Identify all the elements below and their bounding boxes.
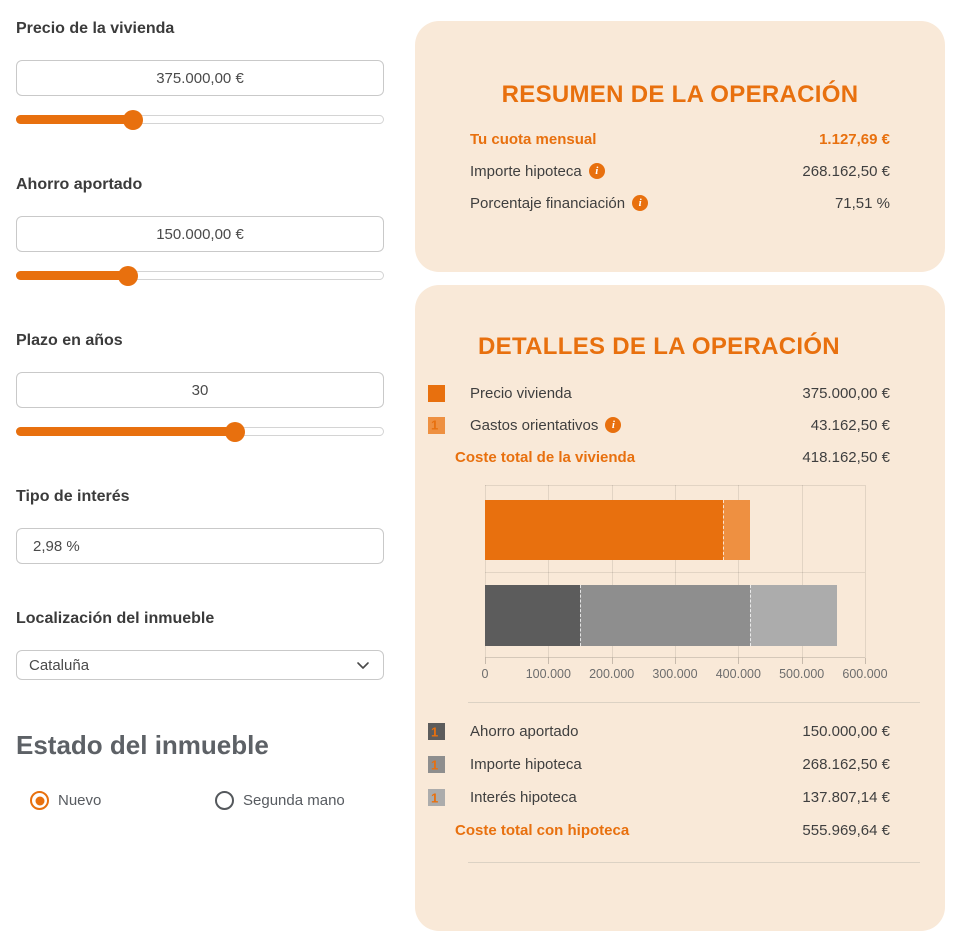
details-title: DETALLES DE LA OPERACIÓN <box>478 333 840 360</box>
divider <box>468 862 920 863</box>
info-icon[interactable]: i <box>605 417 621 433</box>
total-vivienda-row <box>428 441 890 473</box>
mortgage-amount-label: Importe hipoteca <box>470 162 582 180</box>
chevron-down-icon <box>355 657 371 673</box>
total-hipoteca-label: Coste total con hipoteca <box>455 821 630 839</box>
axis-tick <box>865 658 866 664</box>
x-axis-label: 100.000 <box>525 667 571 681</box>
radio-label: Nuevo <box>58 792 102 809</box>
gridline-horizontal <box>485 572 865 573</box>
slider-thumb[interactable] <box>118 266 138 286</box>
total-vivienda-label: Coste total de la vivienda <box>455 448 636 466</box>
financing-percent-value: 71,51 % <box>834 194 890 212</box>
slider-fill <box>16 427 235 436</box>
mortgage-amount-row <box>470 155 890 187</box>
bar-segment-importe-hipoteca <box>580 585 750 646</box>
x-axis-label: 300.000 <box>652 667 698 681</box>
details-card <box>415 285 945 931</box>
price-label: Precio de la vivienda <box>16 20 175 37</box>
property-state-heading: Estado del inmueble <box>16 730 269 760</box>
bar-coste-vivienda <box>485 500 865 560</box>
price-slider[interactable] <box>16 110 384 130</box>
legend-row-interes <box>428 781 890 814</box>
location-selected-value: Cataluña <box>29 656 90 674</box>
x-axis-label: 0 <box>481 667 489 681</box>
slider-fill <box>16 271 128 280</box>
legend-value: 375.000,00 € <box>802 384 890 402</box>
bar-segment-gastos-orientativos <box>723 500 750 560</box>
interest-rate-label: Tipo de interés <box>16 488 130 505</box>
legend-value: 150.000,00 € <box>802 723 890 740</box>
gridline-vertical <box>865 485 866 658</box>
legend-swatch-light-gray: 1 <box>428 789 445 806</box>
legend-row-gastos <box>428 409 890 441</box>
summary-title: RESUMEN DE LA OPERACIÓN <box>501 81 859 108</box>
location-label: Localización del inmueble <box>16 610 215 627</box>
savings-slider[interactable] <box>16 266 384 286</box>
bar-segment-interés-hipoteca <box>750 585 837 646</box>
legend-swatch-mid-gray: 1 <box>428 756 445 773</box>
mortgage-form <box>16 0 384 810</box>
info-icon[interactable]: i <box>589 163 605 179</box>
legend-swatch-dark-gray: 1 <box>428 723 445 740</box>
monthly-payment-value: 1.127,69 € <box>819 130 890 148</box>
mortgage-amount-value: 268.162,50 € <box>802 162 890 180</box>
price-input[interactable] <box>16 60 384 96</box>
total-hipoteca-row <box>428 814 890 846</box>
x-axis-label: 600.000 <box>842 667 888 681</box>
legend-value: 268.162,50 € <box>802 756 890 773</box>
term-label: Plazo en años <box>16 332 123 349</box>
legend-value: 43.162,50 € <box>810 416 890 434</box>
monthly-payment-label: Tu cuota mensual <box>470 130 597 148</box>
radio-option-segunda-mano[interactable] <box>215 791 345 810</box>
financing-percent-label: Porcentaje financiación <box>470 194 626 212</box>
legend-label: Precio vivienda <box>470 384 572 402</box>
divider <box>468 702 920 703</box>
slider-fill <box>16 115 133 124</box>
legend-value: 137.807,14 € <box>802 789 890 806</box>
radio-option-nuevo[interactable] <box>30 791 215 810</box>
total-hipoteca-value: 555.969,64 € <box>802 821 890 839</box>
radio-button[interactable] <box>30 791 49 810</box>
cost-bar-chart <box>481 485 888 684</box>
slider-thumb[interactable] <box>225 422 245 442</box>
legend-row-precio-vivienda <box>428 377 890 409</box>
savings-input[interactable] <box>16 216 384 252</box>
monthly-payment-row <box>470 123 890 155</box>
summary-card <box>415 21 945 272</box>
chart-x-labels <box>481 658 888 684</box>
bar-segment-precio-vivienda <box>485 500 723 560</box>
financing-percent-row <box>470 187 890 219</box>
legend-label: Importe hipoteca <box>470 756 582 773</box>
term-slider[interactable] <box>16 422 384 442</box>
info-icon[interactable]: i <box>632 195 648 211</box>
term-input[interactable] <box>16 372 384 408</box>
x-axis-label: 400.000 <box>715 667 761 681</box>
bar-chart-plot <box>485 485 865 658</box>
legend-swatch-light-orange: 1 <box>428 417 445 434</box>
bar-segment-ahorro-aportado <box>485 585 580 646</box>
slider-thumb[interactable] <box>123 110 143 130</box>
interest-rate-input[interactable] <box>16 528 384 564</box>
radio-button[interactable] <box>215 791 234 810</box>
legend-label: Ahorro aportado <box>470 723 579 740</box>
bar-coste-hipoteca <box>485 585 865 646</box>
legend-label: Gastos orientativos <box>470 416 599 434</box>
x-axis-label: 500.000 <box>779 667 825 681</box>
radio-label: Segunda mano <box>243 792 345 809</box>
savings-label: Ahorro aportado <box>16 176 143 193</box>
property-state-radio-group <box>16 791 384 810</box>
total-vivienda-value: 418.162,50 € <box>802 448 890 466</box>
legend-label: Interés hipoteca <box>470 789 577 806</box>
legend-row-importe <box>428 748 890 781</box>
legend-row-ahorro <box>428 715 890 748</box>
gridline-horizontal <box>485 485 865 486</box>
location-select[interactable] <box>16 650 384 680</box>
x-axis-label: 200.000 <box>589 667 635 681</box>
legend-swatch-orange <box>428 385 445 402</box>
